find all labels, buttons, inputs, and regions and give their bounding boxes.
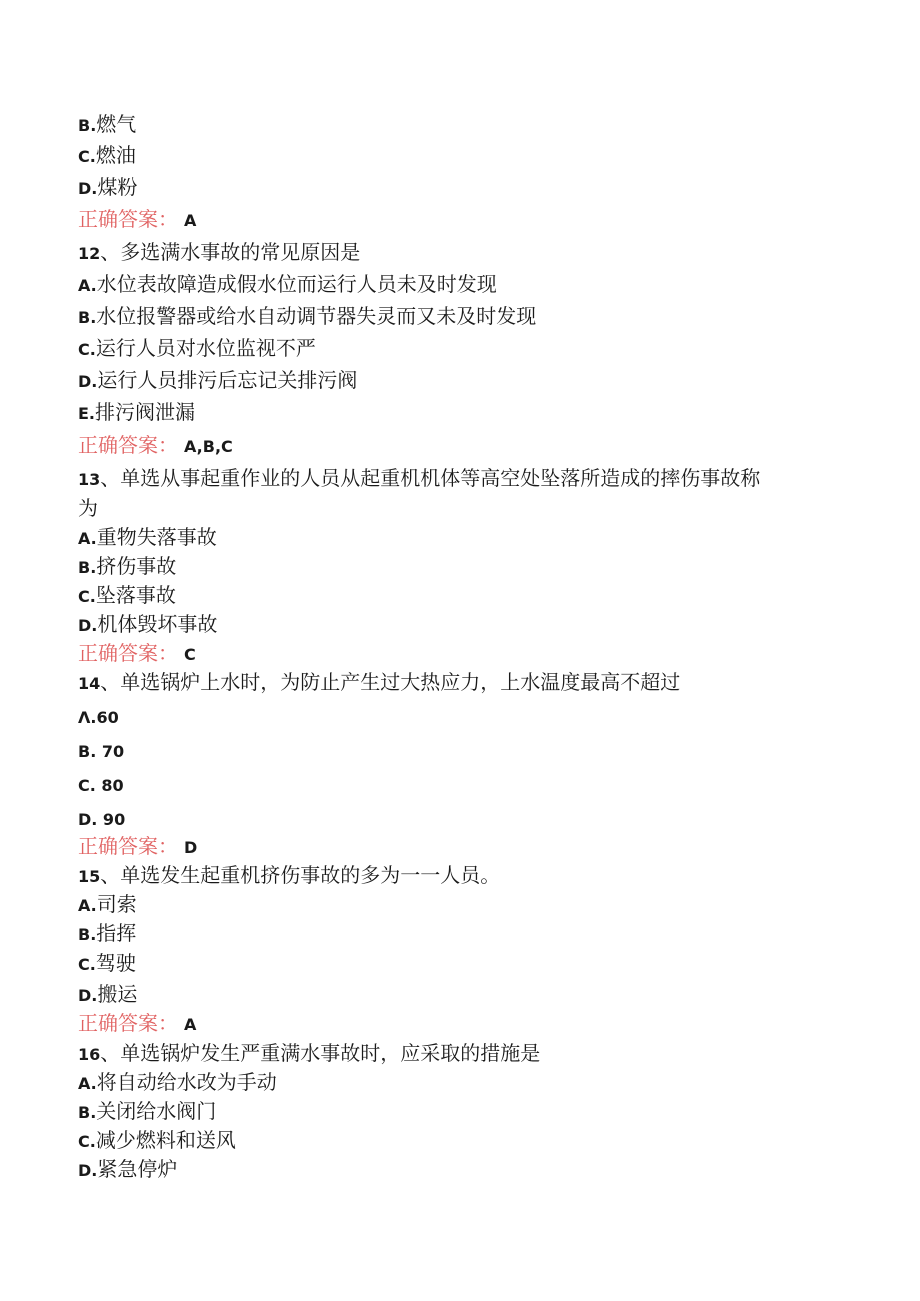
option-text: C. 80 <box>78 776 124 795</box>
q14-stem <box>78 669 680 697</box>
option-letter: D. <box>78 986 98 1005</box>
question-text: 、多选满水事故的常见原因是 <box>100 240 361 264</box>
q11-option-d <box>78 174 137 202</box>
option-text: 搬运 <box>97 982 138 1006</box>
question-text: 、单选发生起重机挤伤事故的多为一一人员。 <box>100 863 501 887</box>
q16-stem <box>78 1040 540 1068</box>
question-number: 14 <box>78 674 101 693</box>
q14-option-a <box>78 703 119 731</box>
option-letter: E. <box>78 404 96 423</box>
option-text: 坠落事故 <box>95 583 176 607</box>
option-letter: A. <box>78 529 97 548</box>
q12-option-e <box>78 399 195 427</box>
option-text: 机体毁坏事故 <box>97 612 218 636</box>
option-letter: A. <box>78 896 97 915</box>
option-letter: C. <box>78 955 96 974</box>
q12-option-a <box>78 271 497 299</box>
answer-label: 正确答案： <box>78 1011 178 1035</box>
option-text: B. 70 <box>78 742 125 761</box>
answer-label: 正确答案： <box>78 207 178 231</box>
option-text: 紧急停炉 <box>97 1157 178 1181</box>
q11-option-b <box>78 111 136 139</box>
option-letter: D. <box>78 179 98 198</box>
option-letter: B. <box>78 1103 97 1122</box>
option-letter: D. <box>78 372 98 391</box>
q14-answer <box>78 833 197 861</box>
option-letter: B. <box>78 558 97 577</box>
q16-option-c <box>78 1127 236 1155</box>
q11-answer <box>78 206 196 234</box>
option-letter: C. <box>78 1132 96 1151</box>
answer-label: 正确答案： <box>78 641 178 665</box>
option-text: 排污阀泄漏 <box>95 400 196 424</box>
question-text: 、单选锅炉发生严重满水事故时，应采取的措施是 <box>100 1041 541 1065</box>
option-text: 燃油 <box>95 143 136 167</box>
q11-option-c <box>78 142 136 170</box>
question-text-cont: 为 <box>78 496 98 520</box>
q14-option-b <box>78 737 124 765</box>
option-letter: C. <box>78 147 96 166</box>
q14-option-c <box>78 771 124 799</box>
answer-value: D <box>184 838 198 857</box>
option-text: 水位报警器或给水自动调节器失灵而又未及时发现 <box>96 304 537 328</box>
option-text: 将自动给水改为手动 <box>96 1070 277 1094</box>
q12-option-d <box>78 367 357 395</box>
option-text: Λ.60 <box>78 708 119 727</box>
question-number: 15 <box>78 867 101 886</box>
q15-answer <box>78 1010 196 1038</box>
answer-value: A <box>184 1015 197 1034</box>
option-text: 挤伤事故 <box>96 554 177 578</box>
q15-option-c <box>78 950 136 978</box>
q15-option-a <box>78 891 137 919</box>
q13-stem-cont <box>78 495 98 521</box>
answer-value: C <box>184 645 196 664</box>
option-text: 水位表故障造成假水位而运行人员未及时发现 <box>96 272 497 296</box>
question-text: 、单选从事起重作业的人员从起重机机体等高空处坠落所造成的摔伤事故称 <box>100 466 761 490</box>
option-letter: B. <box>78 308 97 327</box>
answer-value: A <box>184 211 197 230</box>
option-letter: D. <box>78 616 98 635</box>
q16-option-b <box>78 1098 216 1126</box>
question-number: 16 <box>78 1045 101 1064</box>
q13-option-b <box>78 553 176 581</box>
option-text: 减少燃料和送风 <box>95 1128 236 1152</box>
q16-option-d <box>78 1156 177 1184</box>
question-number: 12 <box>78 244 101 263</box>
q14-option-d <box>78 805 125 833</box>
option-letter: D. <box>78 1161 98 1180</box>
option-text: 重物失落事故 <box>96 525 217 549</box>
answer-label: 正确答案： <box>78 834 178 858</box>
option-letter: A. <box>78 276 97 295</box>
option-letter: A. <box>78 1074 97 1093</box>
option-letter: C. <box>78 587 96 606</box>
answer-value: A,B,C <box>184 437 233 456</box>
answer-label: 正确答案： <box>78 433 178 457</box>
option-text: D. 90 <box>78 810 126 829</box>
option-text: 指挥 <box>96 921 137 945</box>
option-text: 运行人员对水位监视不严 <box>95 336 316 360</box>
option-text: 燃气 <box>96 112 137 136</box>
option-text: 煤粉 <box>97 175 138 199</box>
option-letter: B. <box>78 116 97 135</box>
question-number: 13 <box>78 470 101 489</box>
q13-option-a <box>78 524 217 552</box>
q15-stem <box>78 862 500 890</box>
q12-option-b <box>78 303 536 331</box>
q13-option-d <box>78 611 217 639</box>
option-text: 关闭给水阀门 <box>96 1099 217 1123</box>
option-letter: C. <box>78 340 96 359</box>
q13-answer <box>78 640 196 668</box>
q12-stem <box>78 239 360 267</box>
q16-option-a <box>78 1069 277 1097</box>
q15-option-d <box>78 981 137 1009</box>
option-text: 运行人员排污后忘记关排污阀 <box>97 368 358 392</box>
option-letter: B. <box>78 925 97 944</box>
q13-option-c <box>78 582 176 610</box>
q13-stem <box>78 465 760 493</box>
option-text: 驾驶 <box>95 951 136 975</box>
option-text: 司索 <box>96 892 137 916</box>
question-text: 、单选锅炉上水时，为防止产生过大热应力，上水温度最高不超过 <box>100 670 681 694</box>
q15-option-b <box>78 920 136 948</box>
q12-answer <box>78 432 233 460</box>
q12-option-c <box>78 335 316 363</box>
